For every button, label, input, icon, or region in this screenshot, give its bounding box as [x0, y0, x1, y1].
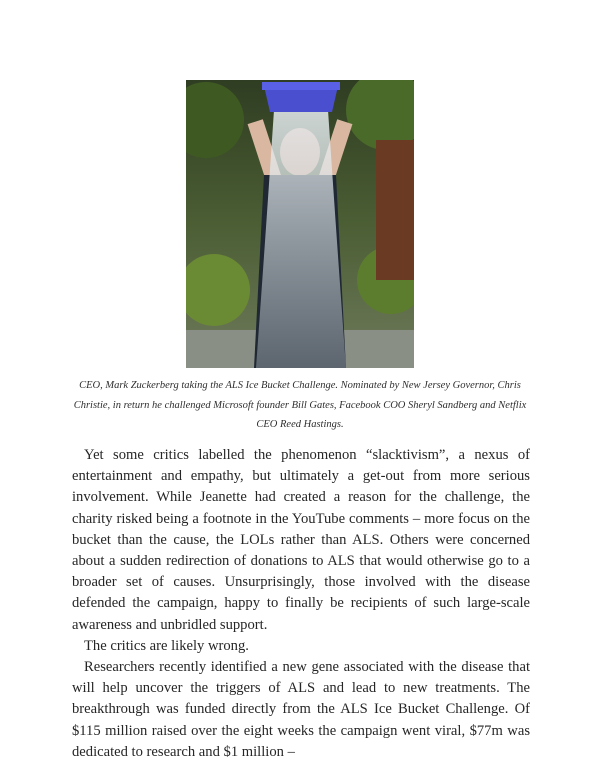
figure-caption: CEO, Mark Zuckerberg taking the ALS Ice Bucket Challenge. Nominated by New Jersey Governor, Chris Christie, in return he challenged Microsoft founder Bill Gates, Facebook COO Sheryl Sandberg and Netflix CEO Reed Hastings. — [73, 380, 527, 430]
paragraph: Researchers recently identified a new gene associated with the disease that will help uncover the triggers of ALS and lead to new treatments. The breakthrough was funded directly from the ALS Ice Bucket Challenge. Of $115 million raised over the eight weeks the campaign went viral, $77m was dedicated to research and $1 million – — [72, 659, 530, 760]
ice-bucket-photo-illustration — [186, 80, 414, 368]
figure-photo — [186, 80, 414, 368]
paragraph: The critics are likely wrong. — [84, 637, 249, 654]
body-text — [72, 445, 530, 763]
paragraph: Yet some critics labelled the phenomenon “slacktivism”, a nexus of entertainment and empathy, but ultimately a get-out from more serious involvement. While Jeanette had created a reason for the challenge, the charity risked being a footnote in the YouTube comments – more focus on the bucket than the cause, the LOLs rather than ALS. Others were concerned about a sudden redirection of donations to ALS that would otherwise go to a broader set of causes. Unsurprisingly, those involved with the disease defended the campaign, happy to finally be recipients of such large-scale awareness and unbridled support. — [72, 447, 530, 633]
